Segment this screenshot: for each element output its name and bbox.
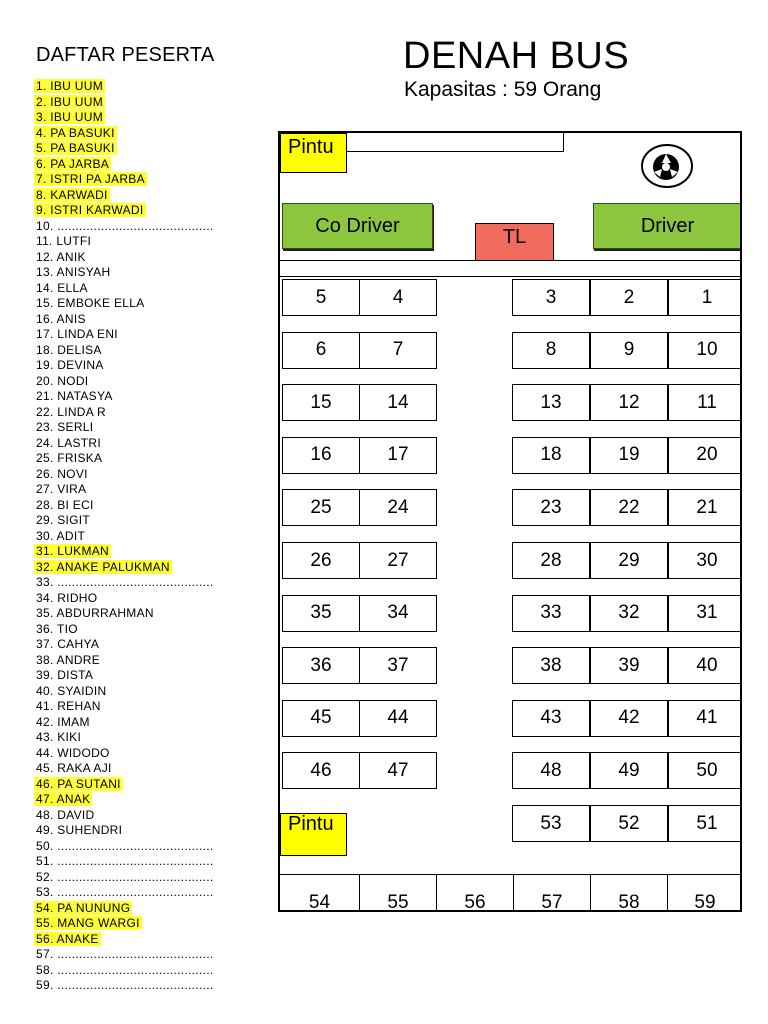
- participant-name: 41. REHAN: [36, 699, 101, 713]
- participant-item: [34, 932, 215, 948]
- participant-name: 56. ANAKE: [36, 931, 99, 946]
- participant-name: 36. TIO: [36, 621, 78, 636]
- participant-name: 51. ...........................................: [36, 854, 214, 868]
- driver-seat: Driver: [593, 203, 742, 249]
- participant-item: [34, 622, 215, 638]
- seat: 25: [282, 489, 360, 526]
- participant-item: [34, 436, 215, 452]
- front-door: Pintu: [280, 133, 347, 173]
- participant-item: [34, 653, 215, 669]
- seat: 9: [590, 332, 668, 369]
- participant-item: [34, 730, 215, 746]
- participant-item: [34, 327, 215, 343]
- participant-item: [34, 978, 215, 994]
- rear-door: Pintu: [280, 813, 347, 856]
- participant-item: [34, 157, 215, 173]
- participant-name: 15. EMBOKE ELLA: [36, 296, 145, 310]
- seat: 27: [359, 542, 437, 579]
- seat: 26: [282, 542, 360, 579]
- participant-item: [34, 312, 215, 328]
- participant-name: 52. ...........................................: [36, 869, 214, 884]
- participant-name: 45. RAKA AJI: [36, 761, 112, 775]
- participant-item: [34, 389, 215, 405]
- seat: 1: [668, 279, 742, 316]
- seat: 4: [359, 279, 437, 316]
- participant-item: [34, 296, 215, 312]
- participant-item: [34, 668, 215, 684]
- participant-item: [34, 637, 215, 653]
- seat: 47: [359, 752, 437, 789]
- participant-item: [34, 95, 215, 111]
- participant-name: 54. PA NUNUNG: [36, 900, 131, 915]
- seat: 52: [590, 805, 668, 842]
- participant-name: 53. ...........................................: [36, 885, 214, 899]
- seat: 32: [590, 595, 668, 632]
- participant-name: 46. PA SUTANI: [36, 776, 121, 791]
- bus-floor-plan: [278, 131, 742, 912]
- seat: 50: [668, 752, 742, 789]
- participant-name: 43. KIKI: [36, 730, 82, 744]
- seat: 42: [590, 700, 668, 737]
- participant-item: [34, 870, 215, 886]
- participant-item: [34, 374, 215, 390]
- participant-item: [34, 575, 215, 591]
- seat: 10: [668, 332, 742, 369]
- participant-name: 27. VIRA: [36, 482, 87, 496]
- participant-name: 24. LASTRI: [36, 435, 102, 450]
- back-seat: 55: [359, 874, 436, 912]
- participant-list: [34, 79, 215, 994]
- participant-name: 14. ELLA: [36, 280, 88, 295]
- participant-item: [34, 250, 215, 266]
- seat: 22: [590, 489, 668, 526]
- seat: 40: [668, 647, 742, 684]
- seat: 21: [668, 489, 742, 526]
- participant-name: 48. DAVID: [36, 807, 95, 822]
- seat: 6: [282, 332, 360, 369]
- participant-name: 37. CAHYA: [36, 637, 100, 651]
- back-seat: 54: [308, 892, 331, 912]
- back-seat: 57: [513, 874, 590, 912]
- participant-name: 40. SYAIDIN: [36, 683, 107, 698]
- participant-item: [34, 885, 215, 901]
- participant-name: 49. SUHENDRI: [36, 823, 123, 837]
- seat: 53: [512, 805, 590, 842]
- participant-item: [34, 777, 215, 793]
- entry-rail-post: [563, 133, 564, 152]
- participant-name: 13. ANISYAH: [36, 265, 111, 279]
- participant-item: [34, 141, 215, 157]
- partition-line: [280, 276, 742, 277]
- participant-item: [34, 451, 215, 467]
- participant-name: 21. NATASYA: [36, 389, 113, 403]
- participant-item: [34, 343, 215, 359]
- seat: 15: [282, 384, 360, 421]
- participant-name: 55. MANG WARGI: [36, 916, 140, 930]
- bus-capacity: Kapasitas : 59 Orang: [404, 78, 602, 101]
- seat: 7: [359, 332, 437, 369]
- participant-item: [34, 761, 215, 777]
- participant-item: [34, 529, 215, 545]
- participant-item: [34, 420, 215, 436]
- participant-name: 57. ...........................................: [36, 947, 214, 961]
- participant-name: 6. PA JARBA: [36, 156, 110, 171]
- participant-item: [34, 482, 215, 498]
- seat: 8: [512, 332, 590, 369]
- participant-item: [34, 808, 215, 824]
- seat: 37: [359, 647, 437, 684]
- participant-item: [34, 234, 215, 250]
- steering-wheel-icon: [638, 141, 696, 191]
- participant-item: [34, 591, 215, 607]
- seat: 20: [668, 437, 742, 474]
- participant-item: [34, 219, 215, 235]
- participant-item: [34, 901, 215, 917]
- participant-name: 3. IBU UUM: [36, 110, 104, 124]
- participant-name: 8. KARWADI: [36, 187, 108, 202]
- participant-name: 2. IBU UUM: [36, 94, 104, 109]
- participant-name: 11. LUTFI: [36, 234, 92, 248]
- seat: 41: [668, 700, 742, 737]
- participant-name: 50. ...........................................: [36, 838, 214, 853]
- seat: 43: [512, 700, 590, 737]
- participant-item: [34, 188, 215, 204]
- participant-name: 34. RIDHO: [36, 590, 98, 605]
- participant-list-title: DAFTAR PESERTA: [36, 44, 215, 66]
- participant-name: 18. DELISA: [36, 342, 102, 357]
- participant-name: 39. DISTA: [36, 668, 94, 682]
- seat: 45: [282, 700, 360, 737]
- participant-name: 25. FRISKA: [36, 451, 103, 465]
- participant-item: [34, 358, 215, 374]
- participant-name: 10. ...........................................: [36, 218, 214, 233]
- seat: 30: [668, 542, 742, 579]
- seat: 19: [590, 437, 668, 474]
- participant-item: [34, 203, 215, 219]
- seat: 51: [668, 805, 742, 842]
- seat: 31: [668, 595, 742, 632]
- participant-name: 59. ...........................................: [36, 978, 214, 992]
- participant-item: [34, 560, 215, 576]
- participant-name: 1. IBU UUM: [36, 79, 104, 93]
- participant-name: 28. BI ECI: [36, 497, 94, 512]
- participant-name: 35. ABDURRAHMAN: [36, 606, 154, 620]
- participant-item: [34, 823, 215, 839]
- participant-item: [34, 126, 215, 142]
- seat: 2: [590, 279, 668, 316]
- seat: 33: [512, 595, 590, 632]
- partition-line-left: [280, 260, 476, 261]
- seat: 35: [282, 595, 360, 632]
- seat: 18: [512, 437, 590, 474]
- participant-item: [34, 684, 215, 700]
- participant-item: [34, 467, 215, 483]
- seat: 28: [512, 542, 590, 579]
- seat: 23: [512, 489, 590, 526]
- bus-plan-title: DENAH BUS: [403, 35, 630, 77]
- seat: 38: [512, 647, 590, 684]
- entry-rail: [346, 151, 564, 152]
- participant-name: 58. ...........................................: [36, 962, 214, 977]
- co-driver-seat: Co Driver: [282, 203, 433, 249]
- tour-leader-seat: TL: [475, 223, 554, 261]
- seat: 44: [359, 700, 437, 737]
- seat: 14: [359, 384, 437, 421]
- participant-name: 23. SERLI: [36, 420, 94, 434]
- participant-name: 38. ANDRE: [36, 652, 101, 667]
- participant-name: 4. PA BASUKI: [36, 125, 115, 140]
- seat: 29: [590, 542, 668, 579]
- participant-item: [34, 715, 215, 731]
- seat: 24: [359, 489, 437, 526]
- participant-name: 44. WIDODO: [36, 745, 110, 760]
- participant-item: [34, 792, 215, 808]
- participant-item: [34, 854, 215, 870]
- participant-name: 29. SIGIT: [36, 513, 91, 527]
- participant-item: [34, 606, 215, 622]
- seat: 17: [359, 437, 437, 474]
- participant-item: [34, 947, 215, 963]
- participant-name: 42. IMAM: [36, 714, 90, 729]
- seat: 16: [282, 437, 360, 474]
- participant-name: 33. ...........................................: [36, 575, 214, 589]
- participant-item: [34, 839, 215, 855]
- back-seat: 56: [436, 874, 513, 912]
- participant-name: 20. NODI: [36, 373, 89, 388]
- participant-name: 32. ANAKE PALUKMAN: [36, 559, 170, 574]
- participant-item: [34, 963, 215, 979]
- seat: 36: [282, 647, 360, 684]
- seat: 11: [668, 384, 742, 421]
- participant-item: [34, 265, 215, 281]
- seat: 3: [512, 279, 590, 316]
- participant-name: 30. ADIT: [36, 528, 86, 543]
- seat: 34: [359, 595, 437, 632]
- participant-item: [34, 746, 215, 762]
- participant-name: 31. LUKMAN: [36, 544, 110, 558]
- back-seat: 58: [590, 874, 667, 912]
- participant-name: 9. ISTRI KARWADI: [36, 203, 144, 217]
- participant-item: [34, 405, 215, 421]
- participant-item: [34, 79, 215, 95]
- participant-name: 16. ANIS: [36, 311, 86, 326]
- participant-name: 47. ANAK: [36, 792, 91, 806]
- participant-item: [34, 916, 215, 932]
- participant-name: 19. DEVINA: [36, 358, 104, 372]
- seat: 5: [282, 279, 360, 316]
- seat: 46: [282, 752, 360, 789]
- participant-name: 22. LINDA R: [36, 404, 106, 419]
- participant-item: [34, 498, 215, 514]
- participant-item: [34, 110, 215, 126]
- participant-item: [34, 281, 215, 297]
- participant-item: [34, 699, 215, 715]
- participant-name: 5. PA BASUKI: [36, 141, 115, 155]
- participant-name: 7. ISTRI PA JARBA: [36, 172, 145, 186]
- partition-line-right: [553, 260, 742, 261]
- seat: 48: [512, 752, 590, 789]
- participant-item: [34, 513, 215, 529]
- participant-item: [34, 544, 215, 560]
- seat: 12: [590, 384, 668, 421]
- seat: 49: [590, 752, 668, 789]
- seat: 39: [590, 647, 668, 684]
- back-seat: 59: [667, 874, 742, 912]
- participant-name: 17. LINDA ENI: [36, 327, 118, 341]
- seat: 13: [512, 384, 590, 421]
- participant-item: [34, 172, 215, 188]
- participant-name: 12. ANIK: [36, 249, 86, 264]
- participant-name: 26. NOVI: [36, 466, 88, 481]
